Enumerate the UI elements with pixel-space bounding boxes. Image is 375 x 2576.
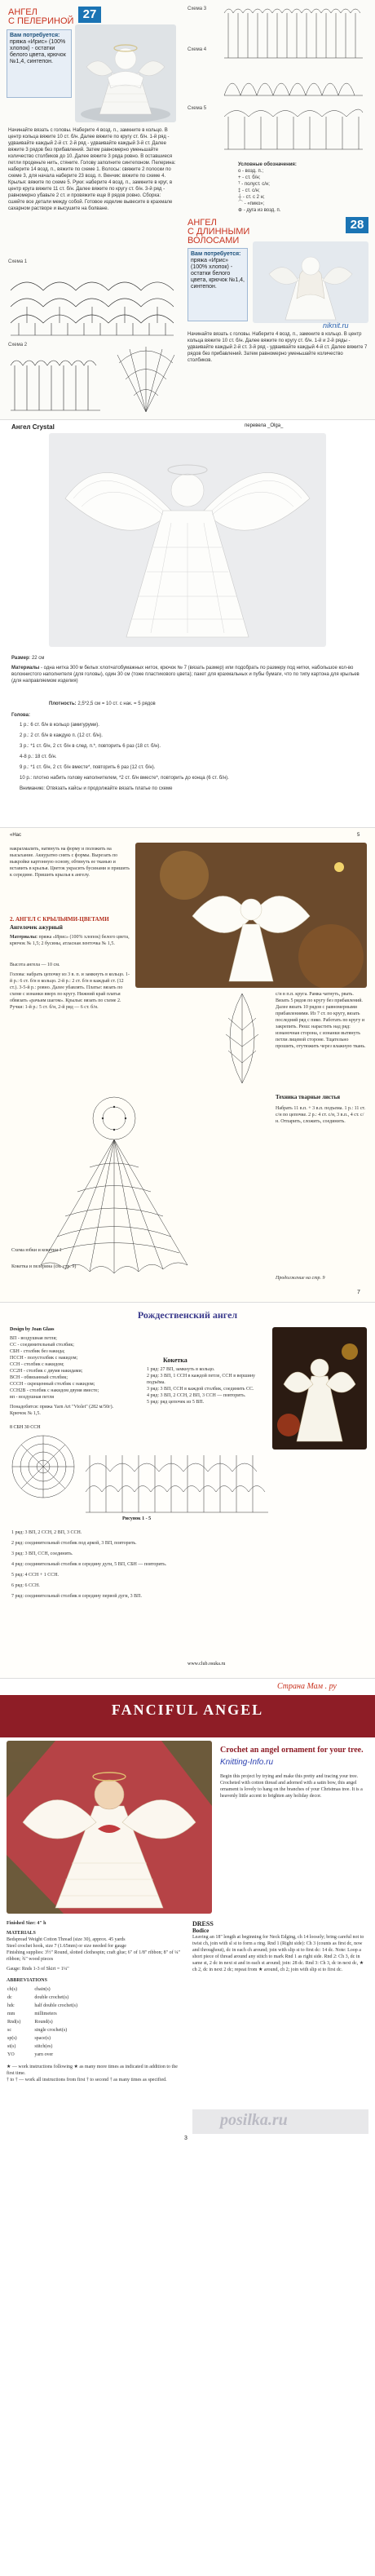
scheme-5-label: Схема 5	[188, 106, 207, 111]
title-line-2: С ДЛИННЫМИ	[188, 227, 250, 237]
legend-item: ПССН - полустолбик с накидом;	[10, 1356, 78, 1361]
chart-caption-2: Кокетка и пелерина (см. стр. 9)	[11, 1264, 77, 1269]
abbreviation-meaning: space(s)	[34, 2036, 51, 2041]
materials-box-2	[188, 248, 248, 321]
yoke-row: 1 ряд: 27 ВП, замкнуть в кольцо.	[147, 1367, 215, 1372]
title-line-2: С ПЕЛЕРИНОЙ	[8, 16, 74, 26]
chart-caption: Схема юбки и кокетки 1	[11, 1248, 62, 1253]
legend-item: о - возд. п.;	[238, 169, 264, 174]
abbreviation-meaning: stitch(es)	[34, 2044, 53, 2049]
crochet-chart-scheme-1	[7, 266, 178, 339]
right-column-text: с/н в п.п. круга. Рамка чатнуть, рвать. Вязать 5 рядов по кругу без прибавлений. Далее вязать 10 рядов с равномерными прибавлениями. Из 7 ст. по кругу, вязать последний ряд с пико. Работать по кругу и закрепить. Рюш: нарастить над ряд: изнаночная сторона, с изнанки вытянуть петли лицевой стороне. Тщательно прошить, отутюжить через влажную ткань.	[276, 992, 366, 1049]
yoke-round-chart	[10, 1433, 77, 1500]
legend-item: СССН - скрещенный столбик с накидом;	[10, 1382, 95, 1387]
page-number: 7	[357, 1290, 360, 1295]
pattern-number-badge: 27	[78, 7, 101, 23]
abbreviation-row	[7, 2034, 78, 2043]
size-label: Размер	[11, 656, 29, 661]
page-number: 3	[184, 2136, 188, 2141]
crochet-chart-wing-fan	[109, 343, 183, 416]
right-column	[192, 1920, 368, 1973]
abbreviation-row	[7, 1994, 78, 2002]
legend-item: ⌒ - «пико»;	[238, 201, 265, 206]
materials-box	[7, 29, 72, 98]
abbreviation-code: sp(s)	[7, 2036, 17, 2041]
legend-item: ┼ - ст. с 2 н;	[238, 195, 265, 200]
abbreviations-heading: ABBREVIATIONS	[7, 1978, 47, 1983]
title-line-1: АНГЕЛ	[188, 218, 217, 228]
yoke-row: 4 ряд: 3 ВП, 2 ССН, 2 ВП, 3 ССН — повторить.	[147, 1393, 246, 1398]
pattern-number-badge-2: 28	[346, 217, 368, 233]
page-angel-flower-wings	[0, 828, 375, 1303]
site-footer: www.club.osuka.ru	[188, 1662, 226, 1666]
materials-paragraph	[10, 934, 130, 947]
finished-size: Finished Size: 4" h	[7, 1921, 46, 1926]
knitting-info-watermark: Knitting-Info.ru	[220, 1758, 274, 1767]
subtitle-box	[220, 1746, 368, 1799]
abbreviation-code: hdc	[7, 2003, 15, 2008]
row-instruction: 1 р.: 6 ст. б/н в кольцо (амигуруми).	[20, 723, 99, 728]
hook-line: Крючок № 1,5.	[10, 1411, 41, 1416]
abbreviation-code: mm	[7, 2012, 15, 2016]
abbreviation-row	[7, 2002, 78, 2010]
abbreviation-meaning: chain(s)	[34, 1987, 51, 1992]
material-item: Steel crochet hook, size 7 (1.65mm) or size needed for gauge	[7, 1944, 126, 1949]
materials-title: Вам потребуется:	[191, 251, 241, 257]
abbreviation-meaning: Round(s)	[34, 2020, 53, 2025]
materials-paragraph	[11, 665, 364, 697]
scheme-2-label: Схема 2	[8, 343, 28, 347]
row-instruction: 4 ряд: соединительный столбик в середину дуги, 5 ВП, СБН — повторить.	[11, 1562, 167, 1567]
legend-item: СС - соединительный столбик;	[10, 1343, 74, 1348]
legend-item: + - ст. б/н;	[238, 175, 261, 180]
bodice-heading: Bodice	[192, 1928, 210, 1934]
intro-text: накрахмалить, натянуть на форму и положить на высыхание. Аккуратно снять с формы. Вырезать по выкройке картонную основу, обтянуть ее тканью и вставить в крылья. Цветок украсить бусинами и пришить к середине. Пришить крылья к ангелу.	[10, 847, 130, 878]
abbreviation-meaning: millimeters	[34, 2012, 57, 2016]
subtitle: Crochet an angel ornament for your tree.	[220, 1746, 364, 1755]
materials-text: пряжа «Ирис» (100% хлопок) - остатки белого цвета, крючок №1,4, синтепон.	[191, 258, 245, 290]
scheme-4-label: Схема 4	[188, 47, 207, 52]
materials-heading: MATERIALS	[7, 1931, 36, 1936]
page-title: Ангел Crystal	[11, 423, 55, 431]
abbreviation-row	[7, 2043, 78, 2051]
abbreviation-code: YO	[7, 2052, 15, 2057]
row-instruction: Вниманию: Отвязать кайсы и продолжайте вязать платье по схеме	[20, 786, 173, 791]
page-angel-crystal	[0, 420, 375, 828]
right-column-title: Техника тварные листья	[276, 1094, 341, 1100]
yoke-label: Кокетка	[163, 1357, 188, 1364]
abbreviation-row	[7, 2051, 78, 2059]
head-label: Голова:	[11, 713, 30, 718]
abbreviation-row	[7, 2018, 78, 2026]
row-instruction: 1 ряд: 3 ВП, 2 ССН, 2 ВП, 3 ССН.	[11, 1530, 82, 1535]
bottom-watermark: posilka.ru	[220, 2111, 288, 2129]
abbreviation-row	[7, 2010, 78, 2018]
abbreviations-table	[7, 1985, 78, 2059]
row-instruction: 10 р.: плотно набить голову наполнителем, *2 ст. б/н вместе*, повторить до конца (6 ст. б/н).	[20, 776, 229, 781]
crochet-chart-scheme-5	[220, 104, 367, 153]
row-instruction: 9 р.: *1 ст. б/н, 2 ст. б/н вместе*, повторить 6 раз (12 ст. б/н).	[20, 765, 156, 770]
row-instruction: 5 ряд: 4 ССН + 1 ССН.	[11, 1573, 60, 1578]
legend-item: ВСН - обвязанный столбик;	[10, 1375, 68, 1380]
density-value: 2,5*2,5 см = 10 ст. с нак. = 5 рядов	[77, 702, 156, 706]
title-line-1: АНГЕЛ	[8, 7, 38, 17]
skirt-chart	[16, 1069, 212, 1273]
scheme-1-label: Схема 1	[8, 259, 28, 264]
density-line	[49, 701, 342, 707]
abbreviation-meaning: single crochet(s)	[34, 2028, 68, 2033]
legend-item: ᵀ - полуст. с/н;	[238, 182, 270, 187]
yarn-line: Понадобится: пряжа Yarn Art "Violet" (282 м/50г).	[10, 1405, 114, 1410]
materials-label: Материалы:	[10, 935, 38, 940]
abbreviation-row	[7, 1985, 78, 1994]
legend-item: ‡ - ст. с/н;	[238, 188, 260, 193]
row-instruction: 4-8 р.: 18 ст. б/н.	[20, 755, 57, 759]
row-instruction: 6 ряд: 6 ССН.	[11, 1583, 40, 1588]
fanciful-angel-photo	[7, 1741, 212, 1914]
size-line: Размер: 22 см	[11, 656, 45, 661]
yoke-row: 5 ряд: ряд цепочек из 5 ВП.	[147, 1400, 205, 1405]
gauge-line: Gauge: Rnds 1-3 of Skirt = 1¼"	[7, 1967, 69, 1972]
page-header: «Нас	[10, 833, 22, 838]
section-subtitle: Ангелочек ажурный	[10, 924, 63, 931]
row-instruction: 2 ряд: соединительный столбик под аркой, 3 ВП, повторить.	[11, 1541, 137, 1546]
pattern-title-2	[188, 219, 249, 246]
abbreviation-code: sc	[7, 2028, 11, 2033]
row-instruction: 3 ряд: 3 ВП, ССН, соединить.	[11, 1551, 73, 1556]
chart-caption: Рисунок 1 - 5	[122, 1516, 152, 1521]
legend-item: ССН2В - столбик с накидом двумя вместе;	[10, 1388, 99, 1393]
materials-text: - одна нитка 300 м белых хлопчатобумажных ниток, крючок № 7 (вязать размер) или подобрать по размеру под нитки, набольшое кол-во волокнистого наполнителя (для головы), один 30 см (тоже пластикового цвета); пакет для крахмальных и пубы бумаги, что по типу картона для крыльев (для направляемом изделия)	[11, 666, 360, 684]
legend-item: ⊕ - дуга из возд. п.	[238, 208, 281, 213]
pattern-title	[8, 8, 73, 26]
tiny-page-number: 5	[357, 833, 360, 838]
translator-credit: перевела _Olga_	[245, 423, 284, 428]
yoke-row: 2 ряд: 3 ВП, 1 ССН в каждой петле, ССН в вершину подъёма.	[147, 1374, 256, 1385]
head-rows	[20, 722, 362, 796]
crochet-chart-scheme-4	[220, 67, 367, 100]
continued-note: Продолжение на стр. 9	[276, 1276, 325, 1281]
dress-heading: DRESS	[192, 1920, 214, 1928]
site-watermark: niknit.ru	[323, 321, 349, 330]
abbreviation-meaning: double crochet(s)	[34, 1995, 69, 2000]
stitch-chart-label: 8 СБН 30 ССН	[10, 1425, 41, 1430]
legend-item: вп - воздушная петля	[10, 1395, 55, 1400]
scheme-3-label: Схема 3	[188, 7, 207, 11]
page-title: Рождественский ангел	[137, 1309, 238, 1321]
abbreviation-code: dc	[7, 1995, 12, 2000]
abbreviation-meaning: half double crochet(s)	[34, 2003, 77, 2008]
material-item: Bedspread Weight Cotton Thread (size 30), approx. 45 yards	[7, 1937, 126, 1942]
angel-flower-photo-top	[135, 843, 367, 988]
crochet-chart-scheme-2	[7, 349, 104, 414]
size-value: 22 см	[31, 656, 45, 661]
abbreviation-legend	[10, 1335, 140, 1417]
legend-item: СБН - столбик без накида;	[10, 1349, 65, 1354]
christmas-angel-photo	[272, 1327, 367, 1450]
materials-title: Вам потребуется:	[10, 33, 60, 38]
crochet-chart-scheme-3	[220, 5, 367, 62]
materials-text: пряжа «Ирис» (100% хлопок) белого цвета, крючок № 1,5; 2 бусины, атласная ленточка № 1,5.	[10, 935, 130, 946]
abbreviation-row	[7, 2026, 78, 2034]
skirt-rows	[11, 1529, 365, 1604]
intro-paragraph: Begin this project by trying and make this pretty and tracing your tree. Crocheted with cotton thread and adorned with a satin bow, this angel ornament is lovely to hang on the branches of your Christmas tree. It is a heavenly little accent to brighten any holiday decor.	[220, 1774, 363, 1799]
body-text: Голова: набрать цепочку из 3 в. п. и замкнуть в кольцо. 1-й р.: 6 ст. б/н в кольцо. 2-й р.: 2 ст. б/н в каждый ст. (12 ст.). 3-5-й р.: ровно. Далее убавлять. Платье: вязать по схеме с изнанки вверх по кругу. Нижний край платья обвязать «рачьим шагом». Крылья: вязать по схеме 2. Ручки: 1-й р.: 5 ст. б/н, 2-й ряд — 6 ст. б/н.	[10, 972, 130, 1010]
symbol-note: ★ — work instructions following ★ as many more times as indicated in addition to the first time.	[7, 2065, 178, 2076]
row-instruction: 7 ряд: соединительный столбик в середину первой дуги, 3 ВП.	[11, 1594, 142, 1599]
legend-title: Условные обозначения:	[238, 162, 297, 167]
abbreviation-code: ch(s)	[7, 1987, 17, 1992]
skirt-rows-chart	[82, 1443, 272, 1516]
page-fanciful-angel	[0, 1679, 375, 2576]
yoke-rows	[147, 1366, 269, 1405]
row-instruction: 3 р.: *1 ст. б/н, 2 ст. б/н в след. п.*, повторить 6 раз (18 ст. б/н).	[20, 744, 161, 749]
legend-item: ВП - воздушная петля;	[10, 1336, 57, 1341]
legend-block	[238, 162, 368, 214]
title-line-3: ВОЛОСАМИ	[188, 236, 240, 246]
angel-photo-long-hair	[253, 241, 368, 323]
density-label: Плотность:	[49, 702, 77, 706]
instructions-text-pelerine: Начинайте вязать с головы. Наберите 4 возд. п., замкните в кольцо. В центр кольца вяжите 10 ст. б/н. Далее вяжите по кругу ст. б/н. 1-й ряд - удваивайте каждый 2-й ст. 2-й ряд - удваивайте каждый 3-й ст. Далее вяжите 3 рядов без прибавлений. Затем равномерно уменьшайте количество столбиков до 10. Далее вяжите 3 ряда ровно. В оставшиеся петли проденьте нить, стяните. Голову заполните синтепоном. Пелерина: наберите 14 возд. п., вяжите по схеме 1. Волосы: свяжите 2 полоски по схеме 3, для начала наберите 23 возд. п. Венчик: вяжите по схеме 4. Крылья: вяжите по схеме 5. Руки: наберите 4 возд. п., замкните в круг, в центр круга вяжите 11 ст. б/н. Далее вяжите по кругу ст. б/н. 3-й ряд - равномерно убавьте 2 ст. и провяжите еще 8 рядов ровно. Сборка: сшейте все детали между собой. Готовое изделие вывесите в крахмале сахарном растворе и высушите на болване.	[8, 128, 176, 211]
dress-instructions: Leaving an 18" length at beginning for Neck Edging, ch 14 loosely; bring careful not to twist ch, join with sl st to form a ring. Rnd 1 (Right side): Ch 3 (counts as first dc, now and throughout), dc in each ch around; join with slip st to first dc: 14 dc. Note: Loop a short piece of thread around any stitch to mark Rnd 1 as right side. Rnd 2: Ch 3, dc in same st, 2 dc in next st and in each st around; join: 28 dc. Rnd 3: Ch 3, dc in next dc, ★ ch 2, dc in next 2 dc; repeat from ★ around, ch 2; join with slip st to first dc.	[192, 1935, 364, 1972]
materials-label: Материалы	[11, 666, 40, 671]
material-item: Finishing supplies: 3½" Round, slotted clothespin; craft glue; 6" of 1/8" ribbon; 8" of ¼" ribbon; ¾" wood pieces	[7, 1950, 181, 1962]
legend-item: ССН - столбик с накидом;	[10, 1362, 64, 1367]
page-angel-pelerine	[0, 0, 375, 420]
angel-crystal-photo	[49, 433, 326, 647]
abbreviation-code: st(s)	[7, 2044, 16, 2049]
yoke-row: 3 ряд: 3 ВП, ССН в каждой столбик, соединить СС.	[147, 1387, 254, 1392]
symbol-note: † to † — work all instructions from first † to second † as many times as specified.	[7, 2078, 167, 2082]
materials-text: пряжа «Ирис» (100% хлопок) - остатки белого цвета, крючок №1,4, синтепон.	[10, 39, 66, 64]
section-title: 2. АНГЕЛ С КРЫЛЬЯМИ-ЦВЕТАМИ	[10, 916, 109, 923]
designer-credit: Design by Joan Glass	[10, 1327, 55, 1332]
leaf-chart	[214, 989, 271, 1087]
page-christmas-angel	[0, 1303, 375, 1679]
pattern-title: FANCIFUL ANGEL	[111, 1702, 264, 1718]
right-column-text-2: Набрать 11 в.п. + 3 в.п. подъема. 1 р.: 11 ст. с/н по цепочке. 2 р.: 4 ст. с/н, 3 в.п., 4 ст. с/н. Отпарить, сложить, соединить.	[276, 1106, 366, 1124]
legend-item: СС2Н - столбик с двумя накидами;	[10, 1369, 83, 1374]
instructions-text-long-hair: Начинайте вязать с головы. Наберите 4 возд. п., замкните в кольцо. В центр кольца вяжите 10 ст. б/н. Далее вяжите по кругу ст. б/н. 1-й и 2-й ряды - удваивайте каждый 2-й ст. 3-й ряд - удваивайте каждый 4-й ст. Далее вяжите 7 рядов без прибавлений. Затем равномерно уменьшайте количество столбиков.	[188, 332, 368, 363]
size-text: Высота ангела — 10 см.	[10, 963, 60, 967]
abbreviation-meaning: yarn over	[34, 2052, 54, 2057]
row-instruction: 2 р.: 2 ст. б/н в каждую п. (12 ст. б/н).	[20, 733, 103, 738]
left-column	[7, 1920, 183, 2083]
site-watermark-top: Страна Мам . ру	[277, 1682, 337, 1691]
angel-photo-pelerine	[75, 24, 176, 122]
abbreviation-code: Rnd(s)	[7, 2020, 21, 2025]
